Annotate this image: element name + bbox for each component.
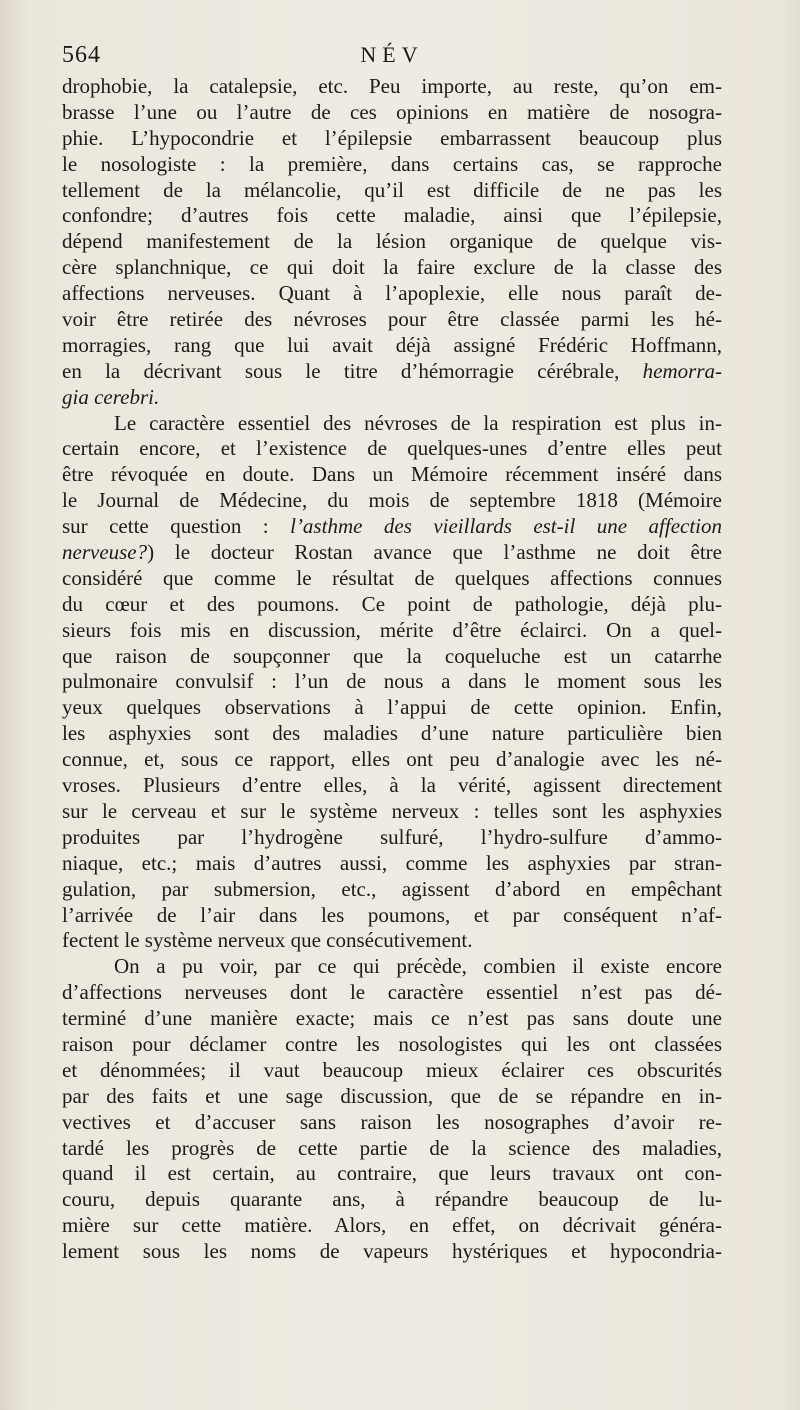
text-line	[62, 281, 722, 307]
line-text: sur le cerveau et sur le système nerveux : telles sont les asphyxies	[62, 798, 722, 823]
line-text: phie. L’hypocondrie et l’épilepsie embarrassent beaucoup plus	[62, 125, 722, 150]
line-text: les asphyxies sont des maladies d’une nature particulière bien	[62, 721, 722, 746]
line-text: en la décrivant sous le titre d’hémorragie cérébrale,	[62, 358, 620, 383]
text-line	[62, 954, 722, 980]
line-text: certain encore, et l’existence de quelques-unes d’entre elles peut	[62, 436, 722, 461]
running-title: NÉV	[360, 42, 424, 67]
line-text: terminé d’une manière exacte; mais ce n’est pas sans doute une	[62, 1006, 722, 1031]
text-line	[62, 436, 722, 462]
line-text: mière sur cette matière. Alors, en effet, on décrivait généra-	[62, 1213, 722, 1238]
line-text: du cœur et des poumons. Ce point de pathologie, déjà plu-	[62, 591, 722, 616]
line-text: On a pu voir, par ce qui précède, combien il existe encore	[114, 954, 722, 979]
text-line	[62, 126, 722, 152]
text-line	[62, 903, 722, 929]
line-text: l’arrivée de l’air dans les poumons, et par conséquent n’af-	[62, 902, 722, 927]
italic-text: hemorra-	[642, 358, 722, 383]
line-text: pulmonaire convulsif : l’un de nous a dans le moment sous les	[62, 669, 722, 694]
text-line	[62, 773, 722, 799]
line-text: quand il est certain, au contraire, que leurs travaux ont con-	[62, 1161, 722, 1186]
text-line	[62, 1032, 722, 1058]
line-text: yeux quelques observations à l’appui de cette opinion. Enfin,	[62, 695, 722, 720]
text-line	[62, 333, 722, 359]
line-text: couru, depuis quarante ans, à répandre beaucoup de lu-	[62, 1187, 722, 1212]
text-line	[62, 928, 722, 954]
line-text: le Journal de Médecine, du mois de septembre 1818 (Mémoire	[62, 488, 722, 513]
text-line	[62, 669, 722, 695]
line-text: confondre; d’autres fois cette maladie, ainsi que l’épilepsie,	[62, 203, 722, 228]
line-text: affections nerveuses. Quant à l’apoplexie, elle nous paraît de-	[62, 281, 722, 306]
line-text: gulation, par submersion, etc., agissent d’abord en empêchant	[62, 876, 722, 901]
running-head	[62, 38, 722, 74]
text-line	[62, 721, 722, 747]
text-line	[62, 1187, 722, 1213]
text-line	[62, 307, 722, 333]
text-line	[62, 514, 722, 540]
line-text: drophobie, la catalepsie, etc. Peu importe, au reste, qu’on em-	[62, 74, 722, 98]
text-line	[62, 1213, 722, 1239]
text-line	[62, 411, 722, 437]
text-line	[62, 359, 722, 385]
line-text: vectives et d’accuser sans raison les nosographes d’avoir re-	[62, 1109, 722, 1134]
line-text: sieurs fois mis en discussion, mérite d’être éclairci. On a quel-	[62, 617, 722, 642]
text-line	[62, 1084, 722, 1110]
text-line	[62, 488, 722, 514]
page-number: 564	[62, 42, 101, 68]
text-line	[62, 540, 722, 566]
text-line	[62, 1136, 722, 1162]
text-line	[62, 1110, 722, 1136]
text-line	[62, 229, 722, 255]
text-line	[62, 1239, 722, 1265]
line-text: lement sous les noms de vapeurs hystériques et hypocondria-	[62, 1239, 722, 1264]
line-text: être révoquée en doute. Dans un Mémoire récemment inséré dans	[62, 462, 722, 487]
text-line	[62, 100, 722, 126]
text-line	[62, 74, 722, 100]
italic-text: l’asthme des vieillards est-il une affection	[290, 514, 723, 539]
line-text: dépend manifestement de la lésion organique de quelque vis-	[62, 229, 722, 254]
line-text: voir être retirée des névroses pour être classée parmi les hé-	[62, 307, 722, 332]
text-line	[62, 462, 722, 488]
line-text: sur cette question :	[62, 514, 269, 539]
text-line	[62, 644, 722, 670]
text-line	[62, 695, 722, 721]
text-line	[62, 152, 722, 178]
line-text: et dénommées; il vaut beaucoup mieux éclairer ces obscurités	[62, 1057, 722, 1082]
line-text: considéré que comme le résultat de quelques affections connues	[62, 565, 722, 590]
line-text: que raison de soupçonner que la coqueluche est un catarrhe	[62, 643, 722, 668]
line-text: cère splanchnique, ce qui doit la faire exclure de la classe des	[62, 255, 722, 280]
line-text: niaque, etc.; mais d’autres aussi, comme les asphyxies par stran-	[62, 850, 722, 875]
line-text: connue, et, sous ce rapport, elles ont peu d’analogie avec les né-	[62, 747, 722, 772]
text-line	[62, 255, 722, 281]
italic-text: gia cerebri.	[62, 384, 160, 409]
text-line	[62, 825, 722, 851]
line-text: d’affections nerveuses dont le caractère essentiel n’est pas dé-	[62, 980, 722, 1005]
text-line	[62, 851, 722, 877]
line-text: tellement de la mélancolie, qu’il est difficile de ne pas les	[62, 177, 722, 202]
text-line	[62, 747, 722, 773]
line-text: vroses. Plusieurs d’entre elles, à la vérité, agissent directement	[62, 773, 722, 798]
line-text: raison pour déclamer contre les nosologistes qui les ont classées	[62, 1031, 722, 1056]
text-line	[62, 566, 722, 592]
line-text: morragies, rang que lui avait déjà assigné Frédéric Hoffmann,	[62, 332, 722, 357]
text-line	[62, 618, 722, 644]
line-text: produites par l’hydrogène sulfuré, l’hydro-sulfure d’ammo-	[62, 824, 722, 849]
text-line	[62, 592, 722, 618]
body-text	[62, 74, 722, 1265]
text-line	[62, 980, 722, 1006]
line-text: par des faits et une sage discussion, que de se répandre en in-	[62, 1083, 722, 1108]
text-line	[62, 385, 722, 411]
text-line	[62, 799, 722, 825]
text-line	[62, 1006, 722, 1032]
line-text: le nosologiste : la première, dans certains cas, se rapproche	[62, 151, 722, 176]
line-text: brasse l’une ou l’autre de ces opinions en matière de nosogra-	[62, 99, 722, 124]
text-line	[62, 203, 722, 229]
line-text: fectent le système nerveux que consécutivement.	[62, 928, 473, 953]
text-line	[62, 877, 722, 903]
text-line	[62, 1058, 722, 1084]
text-line	[62, 178, 722, 204]
italic-text: nerveuse?	[62, 540, 148, 565]
text-line	[62, 1161, 722, 1187]
line-text: tardé les progrès de cette partie de la science des maladies,	[62, 1135, 722, 1160]
line-text-after: ) le docteur Rostan avance que l’asthme ne doit être	[147, 540, 722, 565]
line-text: Le caractère essentiel des névroses de la respiration est plus in-	[114, 410, 722, 435]
